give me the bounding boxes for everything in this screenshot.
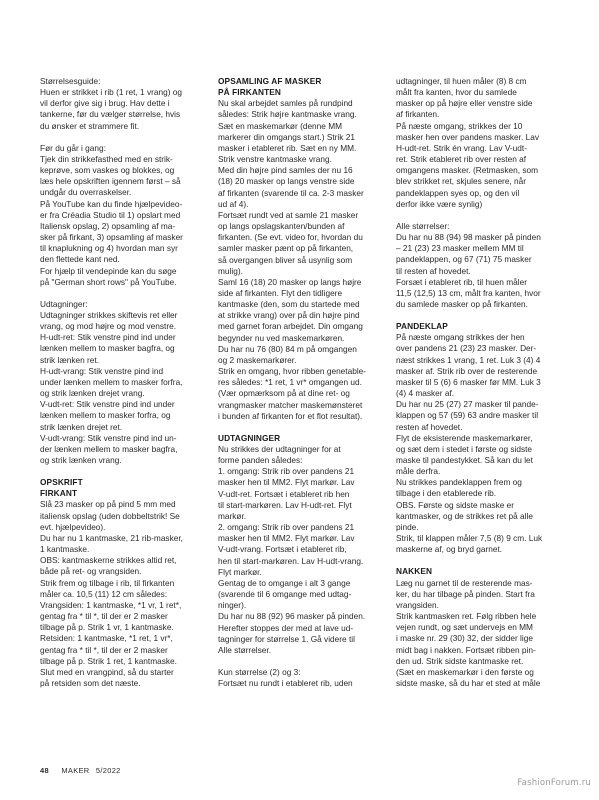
- column-right: [396, 76, 566, 689]
- column-middle: [218, 76, 388, 689]
- issue-number: 5/2022: [95, 766, 121, 775]
- pickup-instructions-paragraph: Nu skal arbejdet samles på rundpind således: Strik højre kantmaske vrang. Sæt en maskemarkør (denne MM markerer din omgangs start.) Strik 21 masker i etableret rib. Sæt en ny MM. Strik venstre kantmaske vrang. Med din højre pind samles der nu 16 (18) 20 masker op langs venstre side af firkanten (svarende til ca. 2-3 masker ud af 4). Fortsæt rundt ved at samle 21 masker op langs opslagskanten/bunden af firkanten. (Se evt. video for, hvordan du samler masker pænt op på firkanten, så overgangen bliver så usynlig som mulig). Saml 16 (18) 20 masker op langs højre side af firkanten. Flyt den tidligere kantmaske (den, som du startede med at strikke vrang) over på din højre pind med garnet foran arbejdet. Din omgang begynder nu ved maskemarkøren. Du har nu 76 (80) 84 m på omgangen og 2 maskemarkører. Strik en omgang, hvor ribben genetable- res således: *1 ret, 1 vr* omgangen ud. (Vær opmærksom på at dine ret- og vrangmasker matcher maskemønsteret i bunden af firkanten for et flot resultat).: [218, 98, 367, 421]
- neck-paragraph: Læg nu garnet til de resterende mas- ker, du har tilbage på pinden. Start fra vrangsiden. Strik kantmasken ret. Følg ribben hele vejen rundt, og sæt undervejs en MM i maske nr. 29 (30) 32, der sidder lige midt bag i nakken. Fortsæt ribben pin- den ud. Strik sidste kantmaske ret. (Sæt en maskemarkør i den første og sidste maske, så du har et sted at måle: [396, 577, 541, 688]
- column-left: [40, 76, 210, 689]
- increases-paragraph: Udtagninger: Udtagninger strikkes skiftevis ret eller vrang, og mod højre og mod venstre. H-udt-ret: Stik venstre pind ind under lænken mellem to masker bagfra, og strik lænken ret. H-udt-vrang: Stik venstre pind ind under lænken mellem to masker forfra, og strik lænken drejet vrang. V-udt-ret: Stik venstre pind ind under lænken mellem to masker forfra, og strik lænken drejet ret. V-udt-vrang: Stik venstre pind ind un- der lænken mellem to masker bagfra, og strik lænken vrang.: [40, 298, 183, 465]
- square-instructions-paragraph: Slå 23 masker op på pind 5 mm med italiensk opslag (uden dobbeltstrik! Se evt. hjælpevideo). Du har nu 1 kantmaske, 21 rib-masker, 1 kantmaske. OBS: kantmaskerne strikkes altid ret, både på ret- og vrangsiden. Strik frem og tilbage i rib, til firkanten måler ca. 10,5 (11) 12 cm således: Vrangsiden: 1 kantmaske, *1 vr, 1 ret*, gentag fra * til *, til der er 2 masker tilbage på p. Strik 1 vr, 1 kantmaske. Retsiden: 1 kantmaske, *1 ret, 1 vr*, gentag fra * til *, til der er 2 masker tilbage på p. Strik 1 ret, 1 kantmaske. Slut med en vrangpind, så du starter på retsiden som det næste.: [40, 499, 183, 688]
- continued-increases-paragraph: udtagninger, til huen måler (8) 8 cm målt fra kanten, hvor du samlede masker op på højre eller venstre side af firkanten. På næste omgang, strikkes der 10 masker hen over pandens masker. Lav H-udt-ret. Strik én vrang. Lav V-udt- ret. Strik etableret rib over resten af omgangens masker. (Retmasken, som blev strikket ret, skjules senere, når pandeklappen syes op, og den vil derfor ikke være synlig): [396, 76, 539, 209]
- section-heading-opsamling: OPSAMLING AF MASKER PÅ FIRKANTEN: [218, 76, 322, 98]
- before-you-start-paragraph: Før du går i gang: Tjek din strikkefasthed med en strik- keprøve, som vaskes og blokkes, og læs hele opskriften igennem først – så undgår du overraskelser. På YouTube kan du finde hjælpevideo- er fra Créadia Studio til 1) opslart med Italiensk opslag, 2) opsamling af ma- sker på firkant, 3) opsamling af masker til knaplukning og 4) hvordan man syr den flettede kant ned. For hjælp til vendepinde kan du søge på "German short rows" på YouTube.: [40, 142, 183, 287]
- section-heading-pandeklap: PANDEKLAP: [396, 321, 448, 332]
- page-footer: [40, 766, 121, 775]
- section-heading-nakken: NAKKEN: [396, 566, 433, 577]
- watermark: FashionForum.ru: [517, 778, 591, 788]
- forehead-flap-paragraph: På næste omgang strikkes der hen over pandens 21 (23) 23 masker. Der- næst strikkes 1 vrang, 1 ret. Luk 3 (4) 4 masker af. Strik rib over de resterende masker til 5 (6) 6 masker før MM. Luk 3 (4) 4 masker af. Du har nu 25 (27) 27 masker til pande- klappen og 57 (59) 63 andre masker til resten af hovedet. Flyt de eksisterende maskemarkører, og sæt dem i stedet i første og sidste maske til pandestykket. Så kan du let måle derfra. Nu strikkes pandeklappen frem og tilbage i den etablerede rib. OBS. Første og sidste maske er kantmasker, og de strikkes ret på alle pinde. Strik, til klappen måler 7,5 (8) 9 cm. Luk maskerne af, og bryd garnet.: [396, 332, 543, 555]
- section-heading-udtagninger: UDTAGNINGER: [218, 432, 281, 443]
- sizes-2-3-paragraph: Kun størrelse (2) og 3: Fortsæt nu rundt i etableret rib, uden: [218, 666, 353, 689]
- magazine-name: MAKER: [61, 766, 90, 775]
- section-heading-opskrift: OPSKRIFT: [40, 477, 83, 488]
- increase-rounds-paragraph: Nu strikkes der udtagninger for at forme panden således: 1. omgang: Strik rib over pandens 21 masker hen til MM2. Flyt markør. Lav V-udt-ret. Fortsæt i etableret rib hen til start-markøren. Lav H-udt-ret. Flyt markør. 2. omgang: Strik rib over pandens 21 masker hen til MM2. Flyt markør. Lav V-udt-vrang. Fortsæt i etableret rib, hen til start-markøren. Lav H-udt-vrang. Flyt markør. Gentag de to omgange i alt 3 gange (svarende til 6 omgange med udtag- ninger). Du har nu 88 (92) 96 masker på pinden. Herefter stoppes der med at lave ud- tagninger for størrelse 1. Gå videre til Alle størrelser.: [218, 444, 366, 655]
- page-number: 48: [40, 766, 49, 775]
- all-sizes-paragraph: Alle størrelser: Du har nu 88 (94) 98 masker på pinden – 21 (23) 23 masker mellem MM til pandeklappen, og 67 (71) 75 masker til resten af hovedet. Forsæt i etableret rib, til huen måler 11,5 (12,5) 13 cm, målt fra kanten, hvor du samlede masker op på firkanten.: [396, 220, 541, 309]
- size-guide-paragraph: Størrelsesguide: Huen er strikket i rib (1 ret, 1 vrang) og vil derfor give sig i brug. Hav dette i tankerne, før du vælger størrelse, hvis du ønsker et strammere fit.: [40, 76, 183, 131]
- section-heading-firkant: FIRKANT: [40, 488, 78, 499]
